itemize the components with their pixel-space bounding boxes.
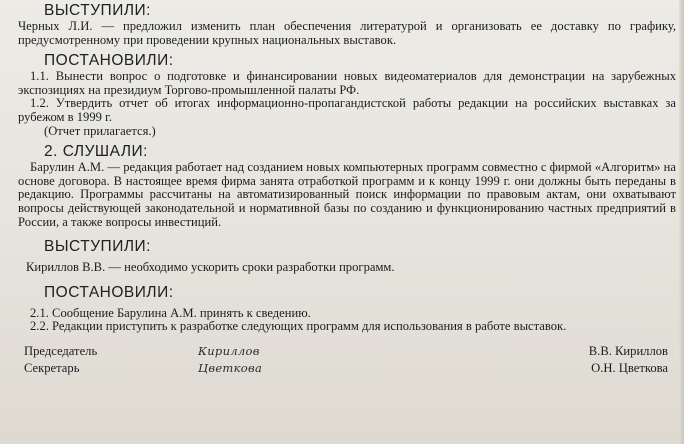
signature-role: Председатель xyxy=(24,343,98,358)
handwritten-signature: Кириллов xyxy=(198,343,260,358)
heading-postanovili-1: ПОСТАНОВИЛИ: xyxy=(44,52,174,70)
heading-postanovili-2: ПОСТАНОВИЛИ: xyxy=(44,283,174,301)
paragraph-item-2-1: 2.1. Сообщение Барулина А.М. принять к сведению. xyxy=(30,305,311,320)
heading-vystupili-1: ВЫСТУПИЛИ: xyxy=(44,2,151,19)
paragraph-item-2-2: 2.2. Редакции приступить к разработке следующих программ для использования в работе выставок. xyxy=(30,319,567,334)
paragraph-chernykh: Черных Л.И. — предложил изменить план обеспечения литературой и организовать ее доставку по графику, предусмотренному при проведении крупных национальных выставок. xyxy=(18,19,676,47)
signature-role: Секретарь xyxy=(24,360,80,375)
signature-row-chairman xyxy=(18,343,676,360)
paragraph-barulin: Барулин А.М. — редакция работает над созданием новых компьютерных программ совместно с фирмой «Алгоритм» на основе договора. В настоящее время фирма занята отработкой программ и к концу 1999 г. они должны быть переданы в редакцию. Программы рассчитаны на автоматизированный поиск информации по правовым актам, они охватывают вопросы действующей законодательной и нормативной базы по созданию и функционированию частных предприятий в России, а также вопросы инвестиций. xyxy=(18,160,676,229)
signature-row-secretary xyxy=(18,360,676,377)
page-edge-shadow xyxy=(679,0,684,444)
signature-name: О.Н. Цветкова xyxy=(591,360,668,375)
paragraph-item-1-2: 1.2. Утвердить отчет об итогах информационно-пропагандистской работы редакции на российских выставках за рубежом в 1999 г. xyxy=(18,96,676,124)
paragraph-kirillov: Кириллов В.В. — необходимо ускорить сроки разработки программ. xyxy=(26,260,395,275)
paragraph-report-note: (Отчет прилагается.) xyxy=(44,123,156,138)
signature-name: В.В. Кириллов xyxy=(588,343,668,358)
handwritten-signature: Цветкова xyxy=(198,360,263,375)
paragraph-item-1-1: 1.1. Вынести вопрос о подготовке и финансировании новых видеоматериалов для демонстрации на зарубежных экспозициях на президиум Торгово-промышленной палаты РФ. xyxy=(18,69,676,97)
heading-vystupili-2: ВЫСТУПИЛИ: xyxy=(44,238,151,256)
heading-slushali-2: 2. СЛУШАЛИ: xyxy=(44,143,148,161)
